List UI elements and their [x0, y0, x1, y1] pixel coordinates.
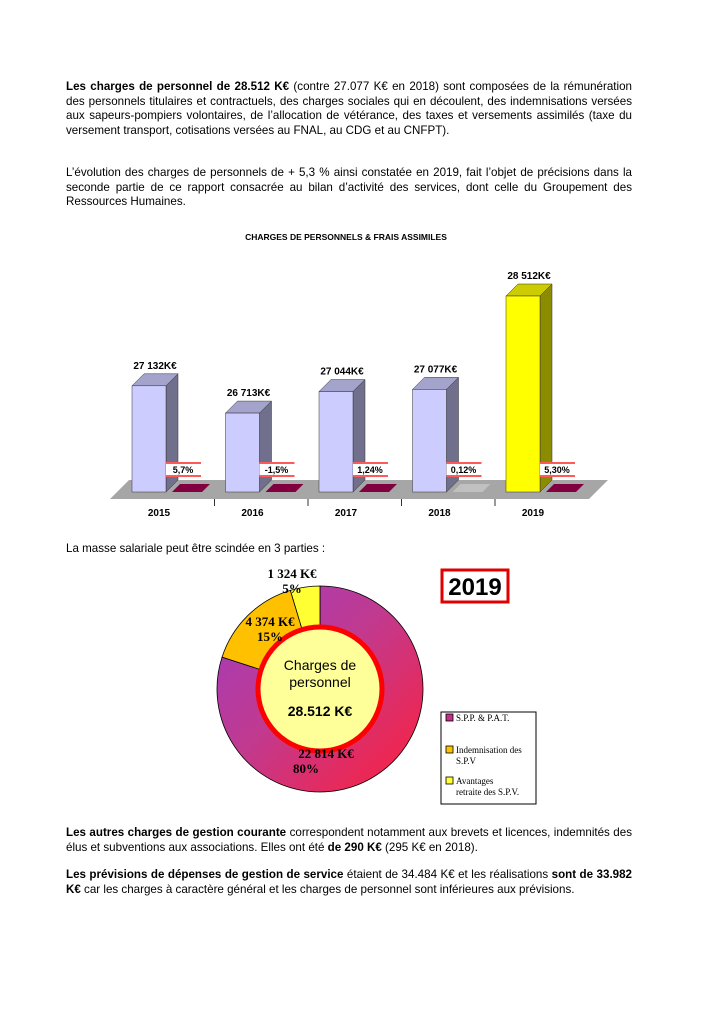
- bar-front: [132, 386, 166, 492]
- legend-item-1: [446, 713, 509, 723]
- legend-swatch: [446, 746, 453, 753]
- bar-value-label: 26 713K€: [226, 388, 271, 400]
- bar-front: [226, 413, 260, 492]
- legend-swatch: [446, 777, 453, 784]
- donut-chart-masse-salariale: [200, 560, 560, 810]
- paragraph-masse-salariale: [66, 542, 632, 557]
- p2-run-0: L’évolution des charges de personnels de + 5,3 % ainsi constatée en 2019, fait l’objet de précisions dans la seconde partie de ce rapport consacrée au bilan d’activité des services, dont celle du Groupement des Ressources Humaines.: [66, 166, 632, 209]
- bar-side: [260, 401, 272, 492]
- bar-front: [413, 389, 447, 492]
- slice-percent-label: 15%: [257, 629, 283, 644]
- p5-run-2: sont de 33.982 K€: [66, 868, 633, 896]
- slice-value-label: 4 374 K€: [245, 614, 295, 629]
- legend-label-cont: S.P.V: [456, 756, 477, 766]
- year-badge: 2019: [448, 574, 502, 601]
- bar-2016: [226, 388, 304, 492]
- slice-percent-label: 80%: [293, 761, 319, 776]
- bar-value-label: 27 077K€: [413, 364, 458, 376]
- p4-run-3: (295 K€ en 2018).: [381, 840, 478, 854]
- bar-2015: [132, 361, 210, 492]
- bar-2017: [319, 367, 397, 492]
- p5-run-0: Les prévisions de dépenses de gestion de service: [66, 868, 344, 881]
- x-tick-label: 2018: [428, 508, 451, 519]
- donut-center-label-line1: Charges de: [283, 657, 357, 673]
- paragraph-charges-personnel: [66, 80, 632, 138]
- growth-label: 5,30%: [544, 465, 570, 475]
- legend-label: S.P.P. & P.A.T.: [456, 713, 510, 723]
- bar-front: [319, 392, 353, 492]
- donut-center-value: 28.512 K€: [287, 703, 353, 719]
- p4-run-2: de 290 K€: [327, 840, 382, 854]
- paragraph-previsions: [66, 868, 632, 897]
- paragraph-evolution: [66, 166, 632, 210]
- chart-title: CHARGES DE PERSONNELS & FRAIS ASSIMILES: [245, 232, 447, 242]
- x-tick-label: 2015: [147, 508, 171, 519]
- p3-run-0: La masse salariale peut être scindée en 3 parties :: [66, 542, 326, 555]
- legend-swatch: [446, 714, 453, 721]
- p4-run-1: correspondent notamment aux brevets et licences, indemnités des élus et subventions aux associations. Elles ont été: [66, 826, 632, 854]
- growth-label: 5,7%: [172, 465, 194, 475]
- growth-label: 1,24%: [357, 465, 383, 475]
- p4-run-0: Les autres charges de gestion courante: [66, 826, 287, 839]
- x-tick-label: 2017: [334, 508, 358, 519]
- slice-value-label: 1 324 K€: [267, 566, 317, 581]
- bar-2019: [506, 271, 584, 492]
- growth-label: -1,5%: [264, 465, 289, 475]
- p1-run-0: Les charges de personnel de 28.512 K€: [66, 80, 290, 93]
- donut-center-label-line2: personnel: [289, 674, 351, 690]
- x-tick-label: 2019: [521, 508, 545, 519]
- p1-run-1: (contre 27.077 K€ en 2018) sont composées de la rémunération des personnels titulaires et contractuels, des charges sociales qui en découlent, des indemnisations versées aux sapeurs-pompiers volontaires, de l’allocation de vétérance, des taxes et versements assimilés (taxe du versement transport, cotisations versées au FNAL, au CDG et au CNFPT).: [66, 80, 632, 137]
- bar-front: [506, 296, 540, 492]
- p5-run-3: car les charges à caractère général et les charges de personnel sont inférieures aux prévisions.: [80, 882, 575, 896]
- growth-label: 0,12%: [450, 465, 477, 475]
- slice-value-label: 22 814 K€: [298, 746, 354, 761]
- bar-value-label: 27 044K€: [320, 366, 364, 378]
- legend-label: Indemnisation des: [456, 745, 522, 755]
- bar-chart-charges-personnels: [96, 222, 616, 524]
- x-tick-label: 2016: [241, 508, 264, 519]
- bar-2018: [413, 364, 491, 492]
- p5-run-1: étaient de 34.484 K€ et les réalisations: [343, 868, 552, 881]
- legend-label-cont: retraite des S.P.V.: [456, 787, 520, 797]
- bar-value-label: 28 512K€: [507, 271, 551, 282]
- paragraph-autres-charges: [66, 826, 632, 855]
- bar-value-label: 27 132K€: [133, 360, 177, 372]
- bar-side: [540, 284, 552, 492]
- legend-label: Avantages: [456, 776, 494, 786]
- slice-percent-label: 5%: [282, 581, 302, 596]
